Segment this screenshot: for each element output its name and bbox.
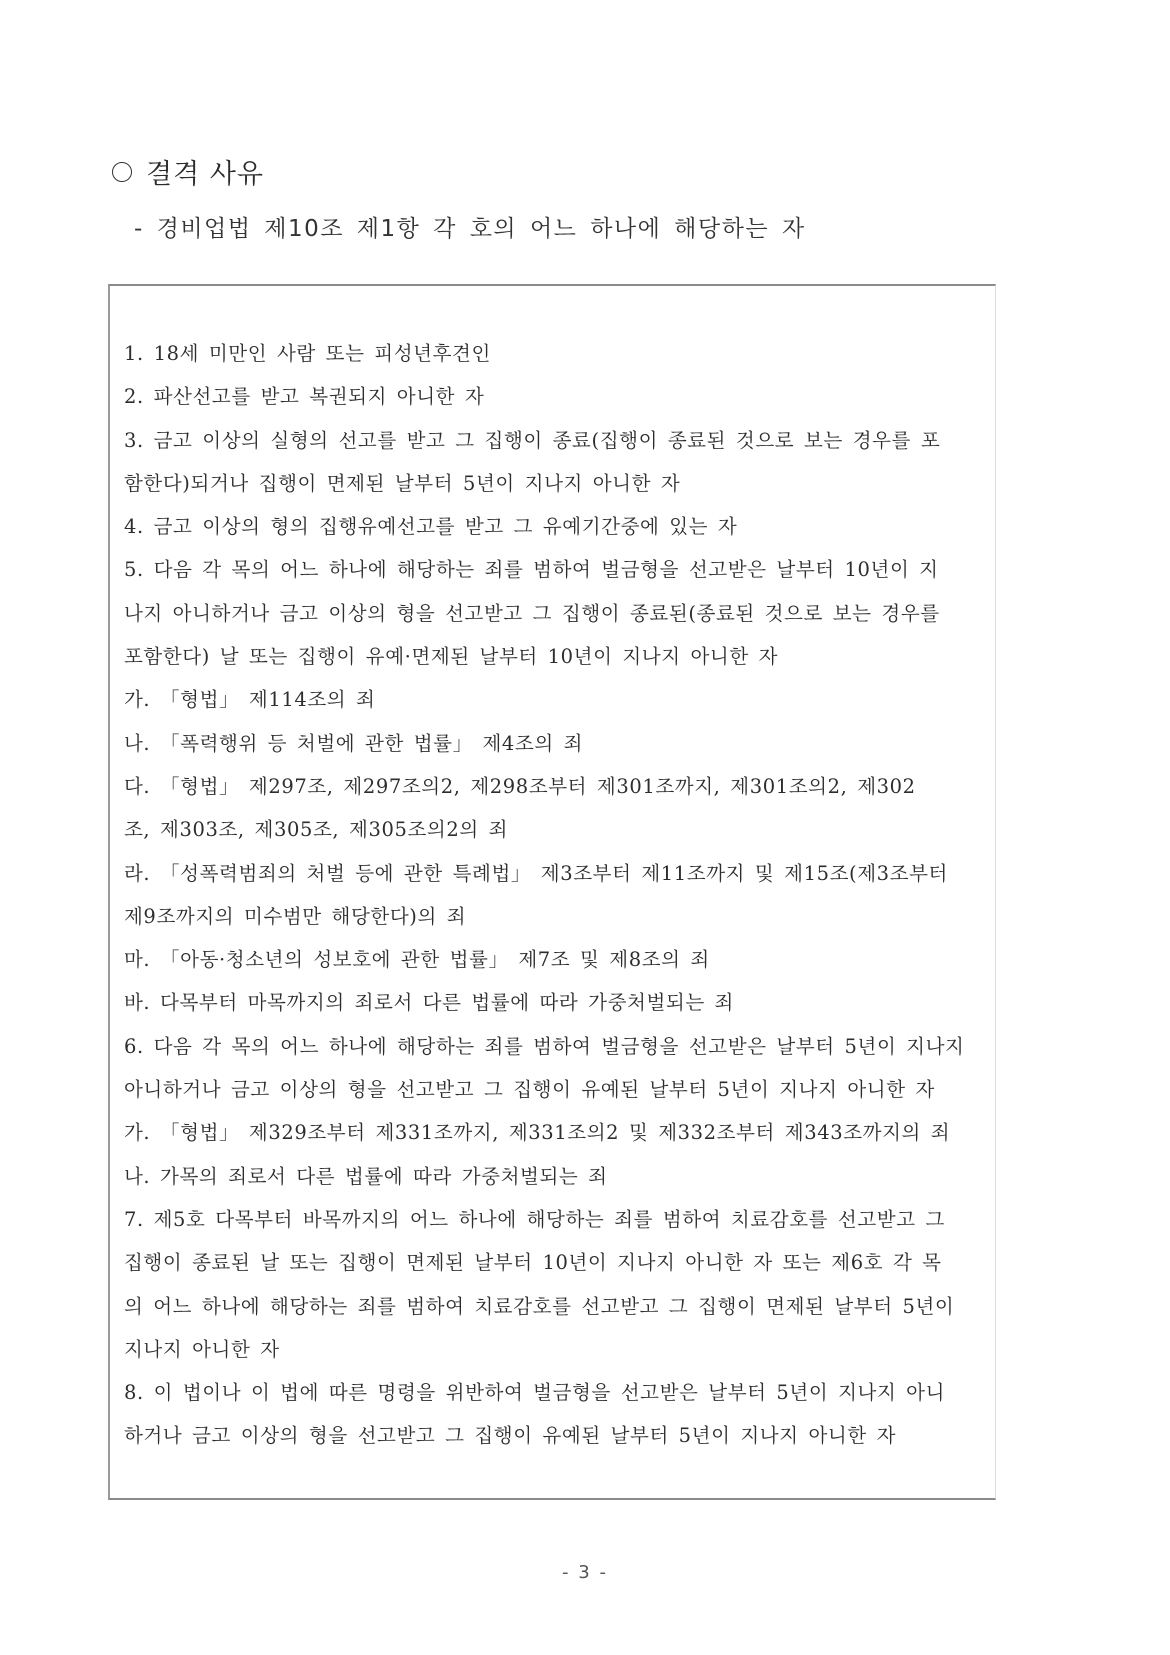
list-line: 5. 다음 각 목의 어느 하나에 해당하는 죄를 범하여 벌금형을 선고받은 날부터 10년이 지 — [124, 558, 939, 582]
list-line: 1. 18세 미만인 사람 또는 피성년후견인 — [124, 342, 491, 365]
list-line: 2. 파산선고를 받고 복권되지 아니한 자 — [124, 385, 485, 409]
section-heading — [112, 152, 264, 191]
list-line: 바. 다목부터 마목까지의 죄로서 다른 법률에 따라 가중처벌되는 죄 — [124, 991, 734, 1015]
section-title: 결격 사유 — [146, 159, 264, 190]
disqualification-box — [108, 284, 996, 1500]
list-line: 포함한다) 날 또는 집행이 유예·면제된 날부터 10년이 지나지 아니한 자 — [124, 645, 779, 669]
disqualification-list — [124, 332, 994, 1458]
list-line: 아니하거나 금고 이상의 형을 선고받고 그 집행이 유예된 날부터 5년이 지나지 아니한 자 — [124, 1078, 935, 1102]
list-line: 8. 이 법이나 이 법에 따른 명령을 위반하여 벌금형을 선고받은 날부터 5년이 지나지 아니 — [124, 1381, 946, 1405]
list-line: 제9조까지의 미수범만 해당한다)의 죄 — [124, 904, 467, 928]
page-number: - 3 - — [562, 1562, 608, 1583]
list-line: 4. 금고 이상의 형의 집행유예선고를 받고 그 유예기간중에 있는 자 — [124, 515, 738, 539]
list-line: 함한다)되거나 집행이 면제된 날부터 5년이 지나지 아니한 자 — [124, 471, 681, 495]
list-line: 7. 제5호 다목부터 바목까지의 어느 하나에 해당하는 죄를 범하여 치료감호를 선고받고 그 — [124, 1207, 945, 1231]
list-line: 하거나 금고 이상의 형을 선고받고 그 집행이 유예된 날부터 5년이 지나지 아니한 자 — [124, 1424, 897, 1448]
list-line: 조, 제303조, 제305조, 제305조의2의 죄 — [124, 818, 509, 842]
list-line: 나. 가목의 죄로서 다른 법률에 따라 가중처벌되는 죄 — [124, 1164, 608, 1188]
section-subheading: - 경비업법 제10조 제1항 각 호의 어느 하나에 해당하는 자 — [134, 216, 806, 242]
list-line: 가. 「형법」 제329조부터 제331조까지, 제331조의2 및 제332조부터 제343조까지의 죄 — [124, 1121, 951, 1145]
list-line: 의 어느 하나에 해당하는 죄를 범하여 치료감호를 선고받고 그 집행이 면제된 날부터 5년이 — [124, 1294, 955, 1318]
list-line: 6. 다음 각 목의 어느 하나에 해당하는 죄를 범하여 벌금형을 선고받은 날부터 5년이 지나지 — [124, 1034, 965, 1058]
list-line: 지나지 아니한 자 — [124, 1337, 280, 1361]
list-line: 다. 「형법」 제297조, 제297조의2, 제298조부터 제301조까지, 제301조의2, 제302 — [124, 774, 916, 798]
list-line: 마. 「아동·청소년의 성보호에 관한 법률」 제7조 및 제8조의 죄 — [124, 948, 710, 972]
list-line: 3. 금고 이상의 실형의 선고를 받고 그 집행이 종료(집행이 종료된 것으로 보는 경우를 포 — [124, 428, 941, 452]
circle-bullet-icon — [112, 162, 132, 182]
list-line: 가. 「형법」 제114조의 죄 — [124, 688, 376, 712]
list-line: 나. 「폭력행위 등 처벌에 관한 법률」 제4조의 죄 — [124, 731, 584, 755]
list-line: 나지 아니하거나 금고 이상의 형을 선고받고 그 집행이 종료된(종료된 것으로 보는 경우를 — [124, 601, 940, 625]
list-line: 라. 「성폭력범죄의 처벌 등에 관한 특례법」 제3조부터 제11조까지 및 제15조(제3조부터 — [124, 861, 948, 885]
list-line: 집행이 종료된 날 또는 집행이 면제된 날부터 10년이 지나지 아니한 자 또는 제6호 각 목 — [124, 1251, 942, 1275]
